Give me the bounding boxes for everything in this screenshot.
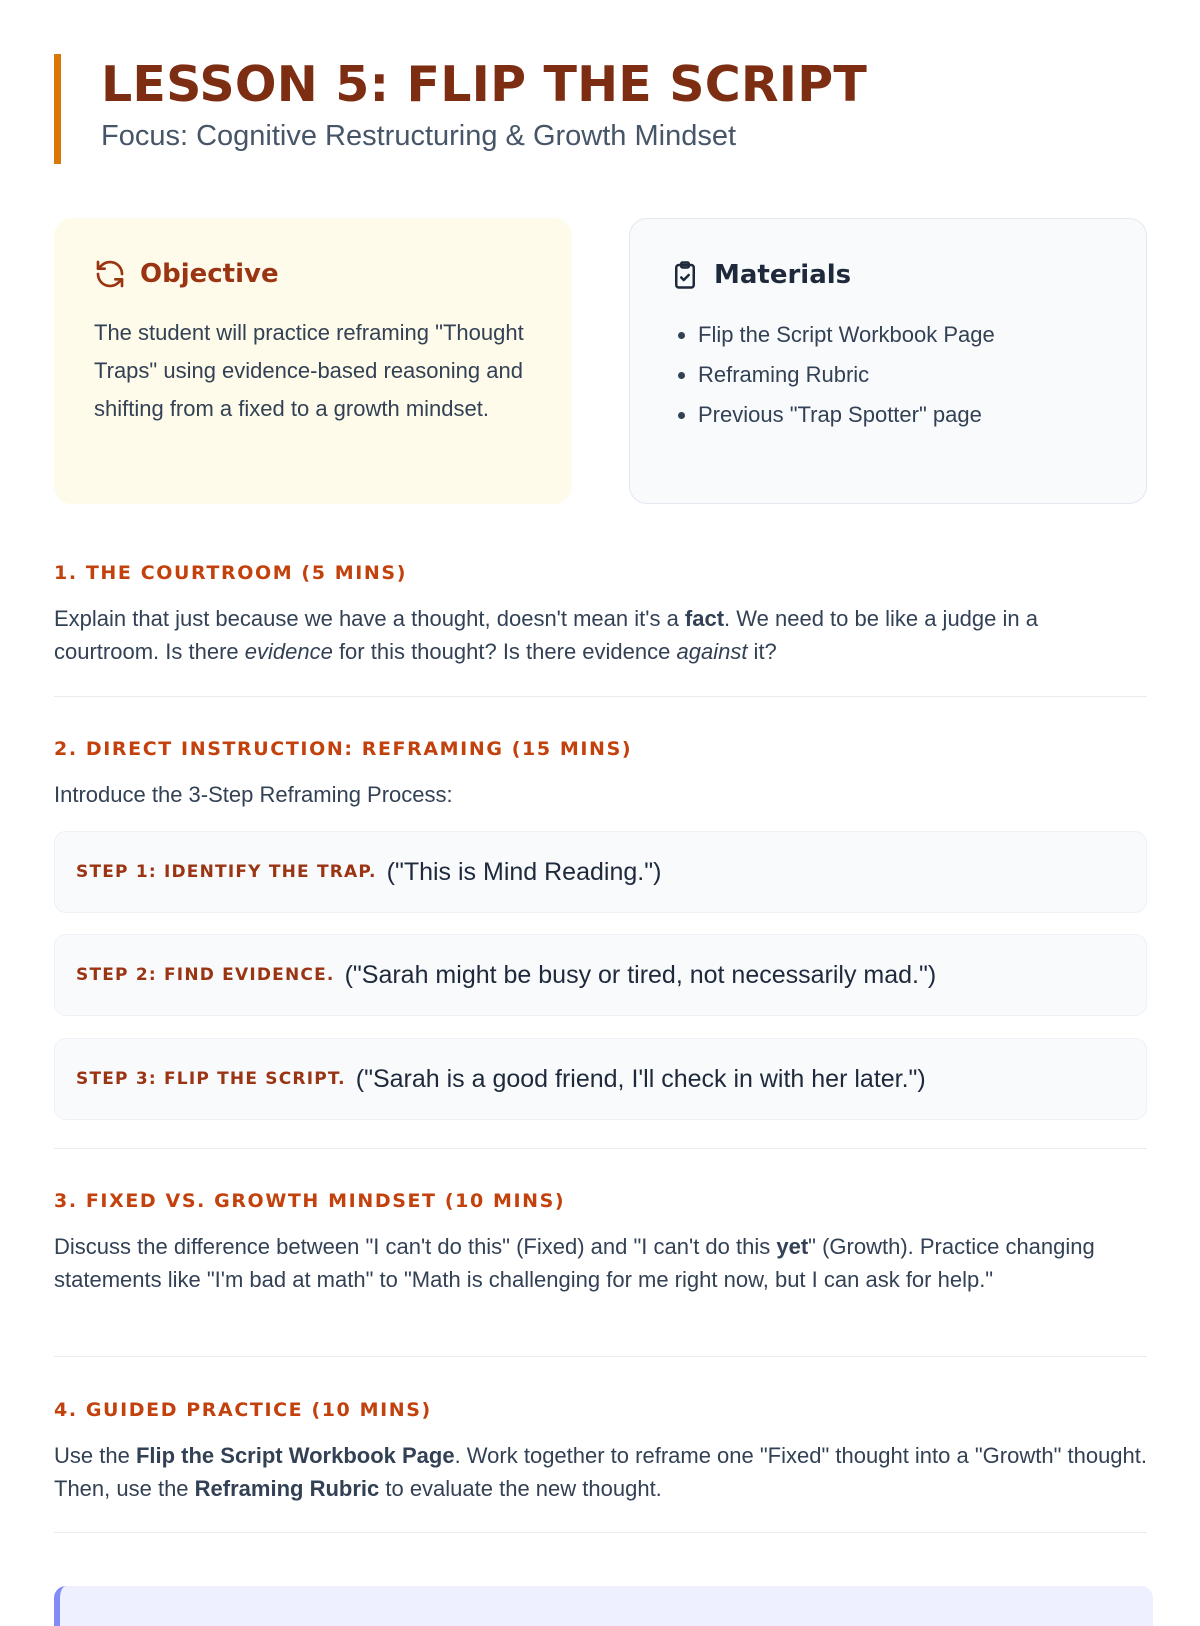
section-intro: Introduce the 3-Step Reframing Process: bbox=[54, 782, 453, 807]
italic-text: evidence bbox=[244, 639, 333, 664]
info-cards bbox=[54, 218, 1147, 504]
section-heading: 4. GUIDED PRACTICE (10 MINS) bbox=[54, 1399, 432, 1421]
section-direct-instruction bbox=[54, 738, 1147, 811]
page-title: LESSON 5: FLIP THE SCRIPT bbox=[101, 56, 867, 113]
italic-text: against bbox=[676, 639, 748, 664]
materials-label: Materials bbox=[714, 260, 852, 290]
section-heading: 1. THE COURTROOM (5 MINS) bbox=[54, 562, 407, 584]
text-run: it? bbox=[747, 639, 777, 664]
section-divider bbox=[54, 696, 1147, 697]
bold-text: Flip the Script Workbook Page bbox=[135, 1443, 455, 1468]
section-mindset bbox=[54, 1190, 1147, 1296]
section-guided-practice bbox=[54, 1399, 1147, 1505]
section-body bbox=[54, 602, 1147, 668]
step-card bbox=[54, 831, 1147, 913]
title-block bbox=[54, 54, 1147, 164]
section-divider bbox=[54, 1148, 1147, 1149]
clipboard-check-icon bbox=[670, 259, 700, 291]
text-run: . Work together to reframe one "Fixed" thought into a "Growth" thought. Then, use the bbox=[54, 1443, 1147, 1501]
step-card bbox=[54, 1038, 1147, 1120]
bold-text: Reframing Rubric bbox=[194, 1476, 380, 1501]
objective-header bbox=[94, 258, 279, 290]
materials-item: • Flip the Script Workbook Page bbox=[698, 315, 995, 355]
text-run: Discuss the difference between "I can't do this" (Fixed) and "I can't do this bbox=[54, 1234, 777, 1259]
section-courtroom bbox=[54, 562, 1147, 668]
materials-item: • Previous "Trap Spotter" page bbox=[698, 395, 995, 435]
text-run: . We need to be like a judge in a courtroom. Is there bbox=[54, 606, 1038, 664]
section-body bbox=[54, 1439, 1147, 1505]
step-label: STEP 1: IDENTIFY THE TRAP. bbox=[76, 862, 377, 882]
text-run: to evaluate the new thought. bbox=[379, 1476, 662, 1501]
materials-header bbox=[670, 259, 851, 291]
text-run: Use the bbox=[54, 1443, 136, 1468]
bold-text: yet bbox=[776, 1234, 809, 1259]
objective-label: Objective bbox=[140, 259, 279, 289]
text-run: for this thought? Is there evidence bbox=[332, 639, 677, 664]
materials-item: • Reframing Rubric bbox=[698, 355, 995, 395]
section-heading: 3. FIXED VS. GROWTH MINDSET (10 MINS) bbox=[54, 1190, 566, 1212]
step-label: STEP 3: FLIP THE SCRIPT. bbox=[76, 1069, 346, 1089]
objective-card bbox=[54, 218, 572, 504]
callout-box bbox=[54, 1586, 1153, 1626]
text-run: Explain that just because we have a thought, doesn't mean it's a bbox=[54, 606, 685, 631]
text-run: " (Growth). Practice changing statements like "I'm bad at math" to "Math is challenging for me right now, but I can ask for help." bbox=[54, 1234, 1095, 1292]
objective-text: The student will practice reframing "Thought Traps" using evidence-based reasoning and shifting from a fixed to a growth mindset. bbox=[94, 320, 524, 421]
section-heading: 2. DIRECT INSTRUCTION: REFRAMING (15 MINS) bbox=[54, 738, 633, 760]
materials-card bbox=[629, 218, 1147, 504]
step-label: STEP 2: FIND EVIDENCE. bbox=[76, 965, 335, 985]
step-quote: ("Sarah might be busy or tired, not necessarily mad.") bbox=[344, 960, 937, 989]
step-quote: ("This is Mind Reading.") bbox=[386, 857, 662, 886]
step-card bbox=[54, 934, 1147, 1016]
materials-list bbox=[670, 315, 995, 435]
step-quote: ("Sarah is a good friend, I'll check in with her later.") bbox=[355, 1064, 926, 1093]
bold-text: fact bbox=[684, 606, 725, 631]
lesson-page bbox=[54, 54, 1147, 1501]
page-subtitle: Focus: Cognitive Restructuring & Growth Mindset bbox=[101, 120, 737, 152]
section-body bbox=[54, 1230, 1147, 1296]
section-divider bbox=[54, 1356, 1147, 1357]
section-divider bbox=[54, 1532, 1147, 1533]
refresh-icon bbox=[94, 258, 126, 290]
